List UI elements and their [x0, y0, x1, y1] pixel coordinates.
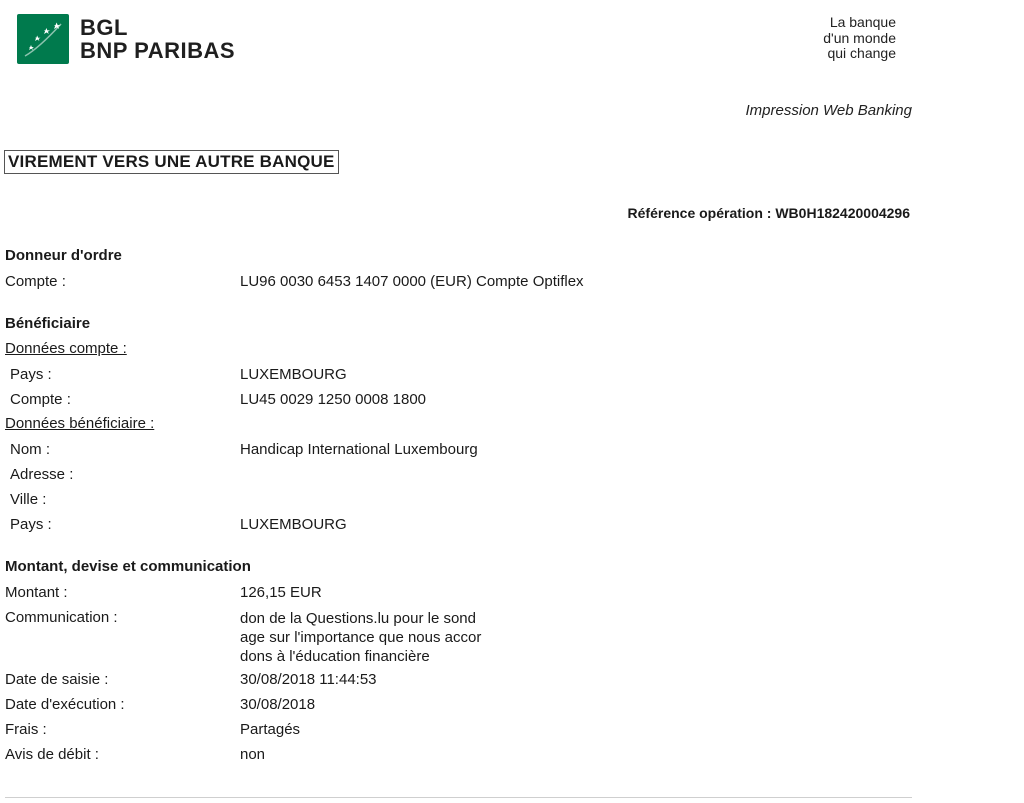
donneur-heading: Donneur d'ordre	[5, 247, 122, 264]
donnees-beneficiaire-title: Données bénéficiaire :	[5, 415, 155, 432]
brand-line-2: BNP PARIBAS	[80, 38, 236, 63]
montant-label: Montant :	[5, 584, 68, 601]
date-execution-label: Date d'exécution :	[5, 696, 125, 713]
operation-reference: Référence opération : WB0H182420004296	[627, 205, 910, 221]
beneficiaire-ville-label: Ville :	[10, 491, 47, 508]
avis-debit-label: Avis de débit :	[5, 746, 99, 763]
date-saisie-label: Date de saisie :	[5, 671, 109, 688]
page-title: VIREMENT VERS UNE AUTRE BANQUE	[4, 150, 339, 174]
donneur-compte-label: Compte :	[5, 273, 66, 290]
communication-label: Communication :	[5, 609, 118, 626]
date-saisie-value: 30/08/2018 11:44:53	[240, 671, 377, 688]
print-label: Impression Web Banking	[745, 102, 912, 119]
bnp-stars-logo-icon	[17, 14, 69, 64]
frais-value: Partagés	[240, 721, 301, 738]
beneficiaire-compte-value: LU45 0029 1250 0008 1800	[240, 391, 427, 408]
montant-value: 126,15 EUR	[240, 584, 322, 601]
beneficiaire-pays-value: LUXEMBOURG	[240, 366, 347, 383]
communication-line: don de la Questions.lu pour le sond	[240, 610, 476, 627]
footer-divider	[5, 797, 912, 798]
donneur-compte-value: LU96 0030 6453 1407 0000 (EUR) Compte Optiflex	[240, 273, 584, 290]
beneficiaire-compte-label: Compte :	[10, 391, 71, 408]
communication-line: age sur l'importance que nous accor	[240, 629, 482, 646]
donnees-compte-title: Données compte :	[5, 340, 127, 357]
brand-line-1: BGL	[80, 15, 128, 40]
beneficiaire-heading: Bénéficiaire	[5, 315, 91, 332]
date-execution-value: 30/08/2018	[240, 696, 316, 713]
communication-value	[240, 609, 481, 666]
brand-name	[80, 16, 235, 62]
slogan	[823, 15, 896, 62]
beneficiaire-pays2-value: LUXEMBOURG	[240, 516, 347, 533]
beneficiaire-pays-label: Pays :	[10, 366, 52, 383]
montant-heading: Montant, devise et communication	[5, 558, 251, 575]
slogan-line: qui change	[827, 45, 896, 61]
slogan-line: d'un monde	[823, 29, 896, 46]
beneficiaire-adresse-label: Adresse :	[10, 466, 74, 483]
avis-debit-value: non	[240, 746, 266, 763]
beneficiaire-nom-value: Handicap International Luxembourg	[240, 441, 478, 458]
beneficiaire-pays2-label: Pays :	[10, 516, 52, 533]
frais-label: Frais :	[5, 721, 47, 738]
communication-line: dons à l'éducation financière	[240, 648, 430, 665]
slogan-line: La banque	[829, 14, 896, 30]
beneficiaire-nom-label: Nom :	[10, 441, 51, 458]
